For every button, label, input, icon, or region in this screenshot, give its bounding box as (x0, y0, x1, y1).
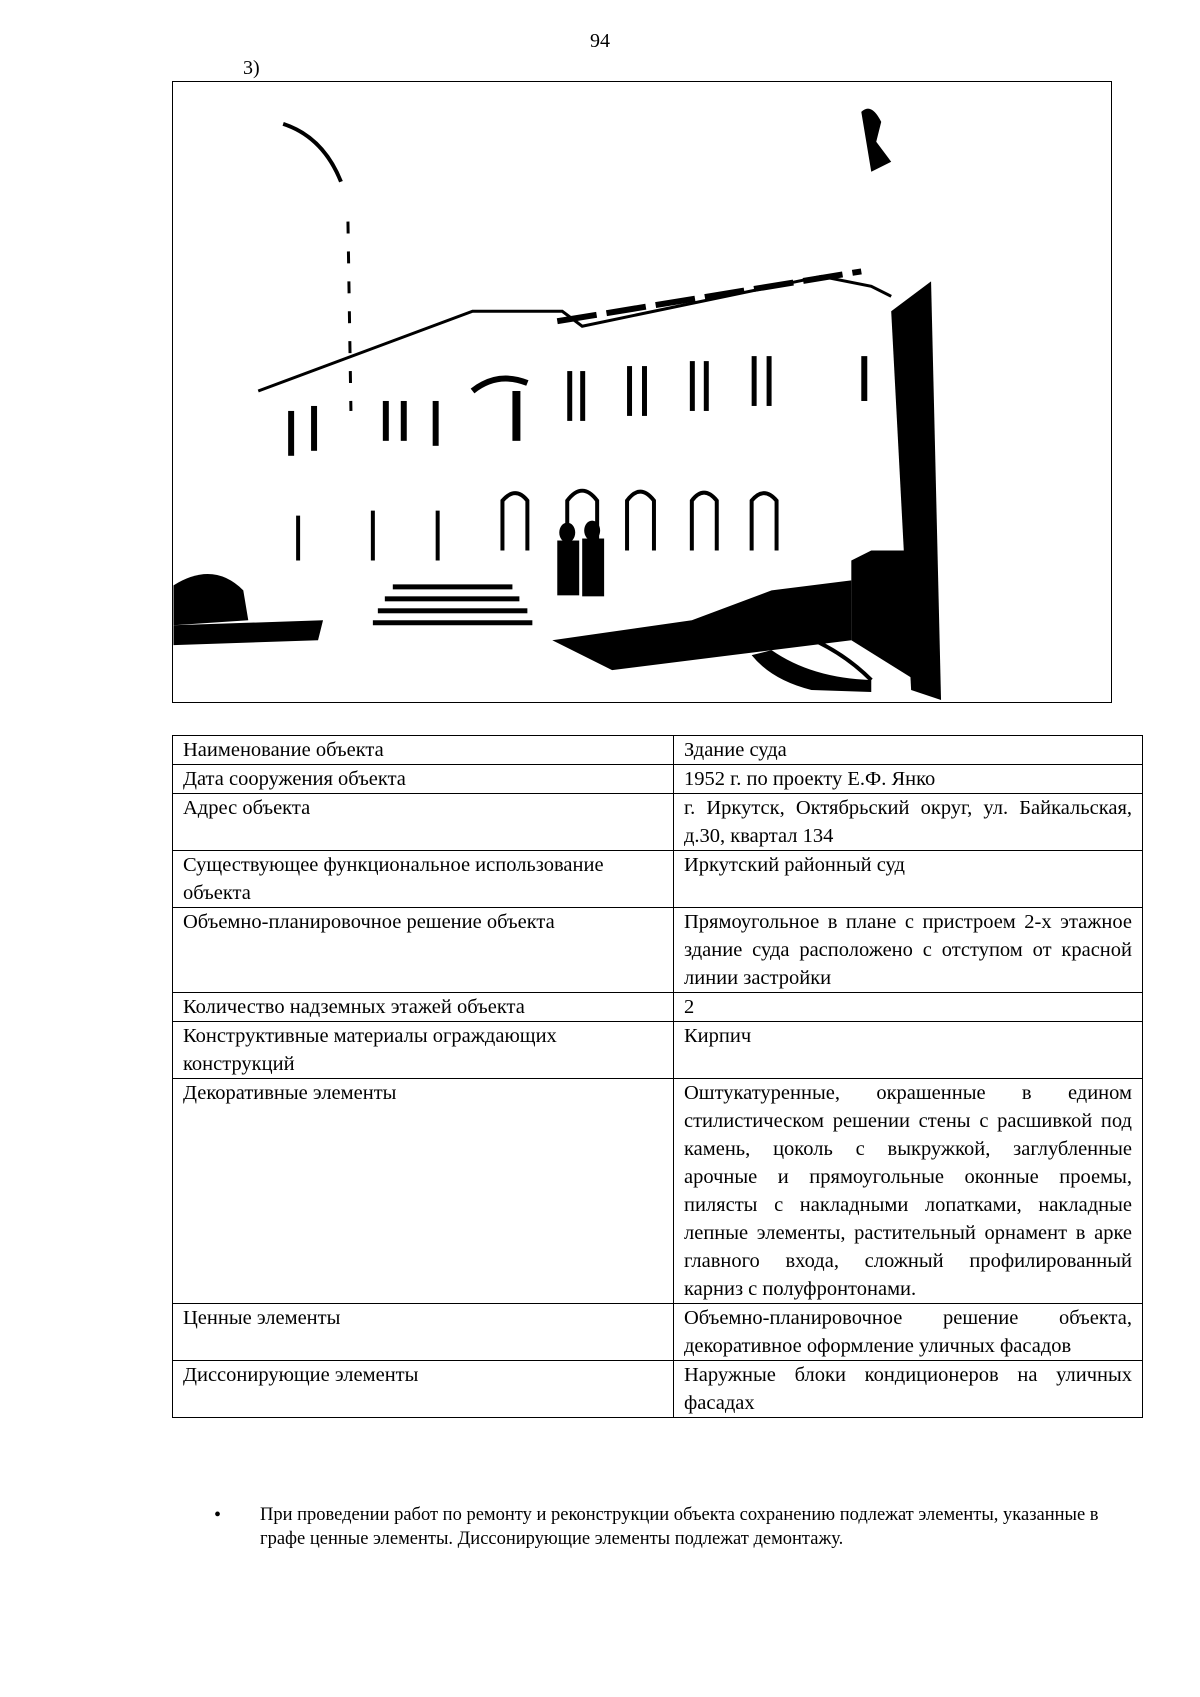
building-photo (172, 81, 1112, 703)
row-value: Прямоугольное в плане с пристроем 2-х этажное здание суда расположено с отступом от красной линии застройки (674, 908, 1143, 993)
bullet-icon: • (214, 1504, 222, 1526)
table-row (173, 1304, 1143, 1361)
table-row (173, 1022, 1143, 1079)
table-row (173, 1079, 1143, 1304)
row-key: Дата сооружения объекта (173, 765, 674, 794)
row-value: Наружные блоки кондиционеров на уличных фасадах (674, 1361, 1143, 1418)
row-value: Здание суда (674, 736, 1143, 765)
table-row (173, 908, 1143, 993)
table-row (173, 1361, 1143, 1418)
preservation-note (214, 1503, 1114, 1551)
row-value: 2 (674, 993, 1143, 1022)
row-key: Адрес объекта (173, 794, 674, 851)
note-text: При проведении работ по ремонту и реконструкции объекта сохранению подлежат элементы, указанные в графе ценные элементы. Диссонирующие элементы подлежат демонтажу. (260, 1505, 1099, 1549)
row-key: Объемно-планировочное решение объекта (173, 908, 674, 993)
table-row (173, 851, 1143, 908)
table-row (173, 736, 1143, 765)
row-key: Декоративные элементы (173, 1079, 674, 1304)
table-row (173, 993, 1143, 1022)
row-key: Ценные элементы (173, 1304, 674, 1361)
row-value: 1952 г. по проекту Е.Ф. Янко (674, 765, 1143, 794)
table-row (173, 794, 1143, 851)
courthouse-photo-icon (173, 82, 1111, 702)
row-key: Наименование объекта (173, 736, 674, 765)
row-key: Диссонирующие элементы (173, 1361, 674, 1418)
row-value: Кирпич (674, 1022, 1143, 1079)
object-passport-table (172, 735, 1143, 1418)
row-key: Существующее функциональное использование объекта (173, 851, 674, 908)
figure-label: 3) (243, 57, 260, 79)
row-value: г. Иркутск, Октябрьский округ, ул. Байкальская, д.30, квартал 134 (674, 794, 1143, 851)
row-key: Конструктивные материалы ограждающих конструкций (173, 1022, 674, 1079)
row-value: Иркутский районный суд (674, 851, 1143, 908)
row-value: Оштукатуренные, окрашенные в едином стилистическом решении стены с расшивкой под камень, цоколь с выкружкой, заглубленные арочные и прямоугольные оконные проемы, пилясты с накладными лопатками, накладные лепные элементы, растительный орнамент в арке главного входа, сложный профилированный карниз с полуфронтонами. (674, 1079, 1143, 1304)
row-value: Объемно-планировочное решение объекта, декоративное оформление уличных фасадов (674, 1304, 1143, 1361)
page-number: 94 (590, 30, 610, 52)
table-row (173, 765, 1143, 794)
row-key: Количество надземных этажей объекта (173, 993, 674, 1022)
